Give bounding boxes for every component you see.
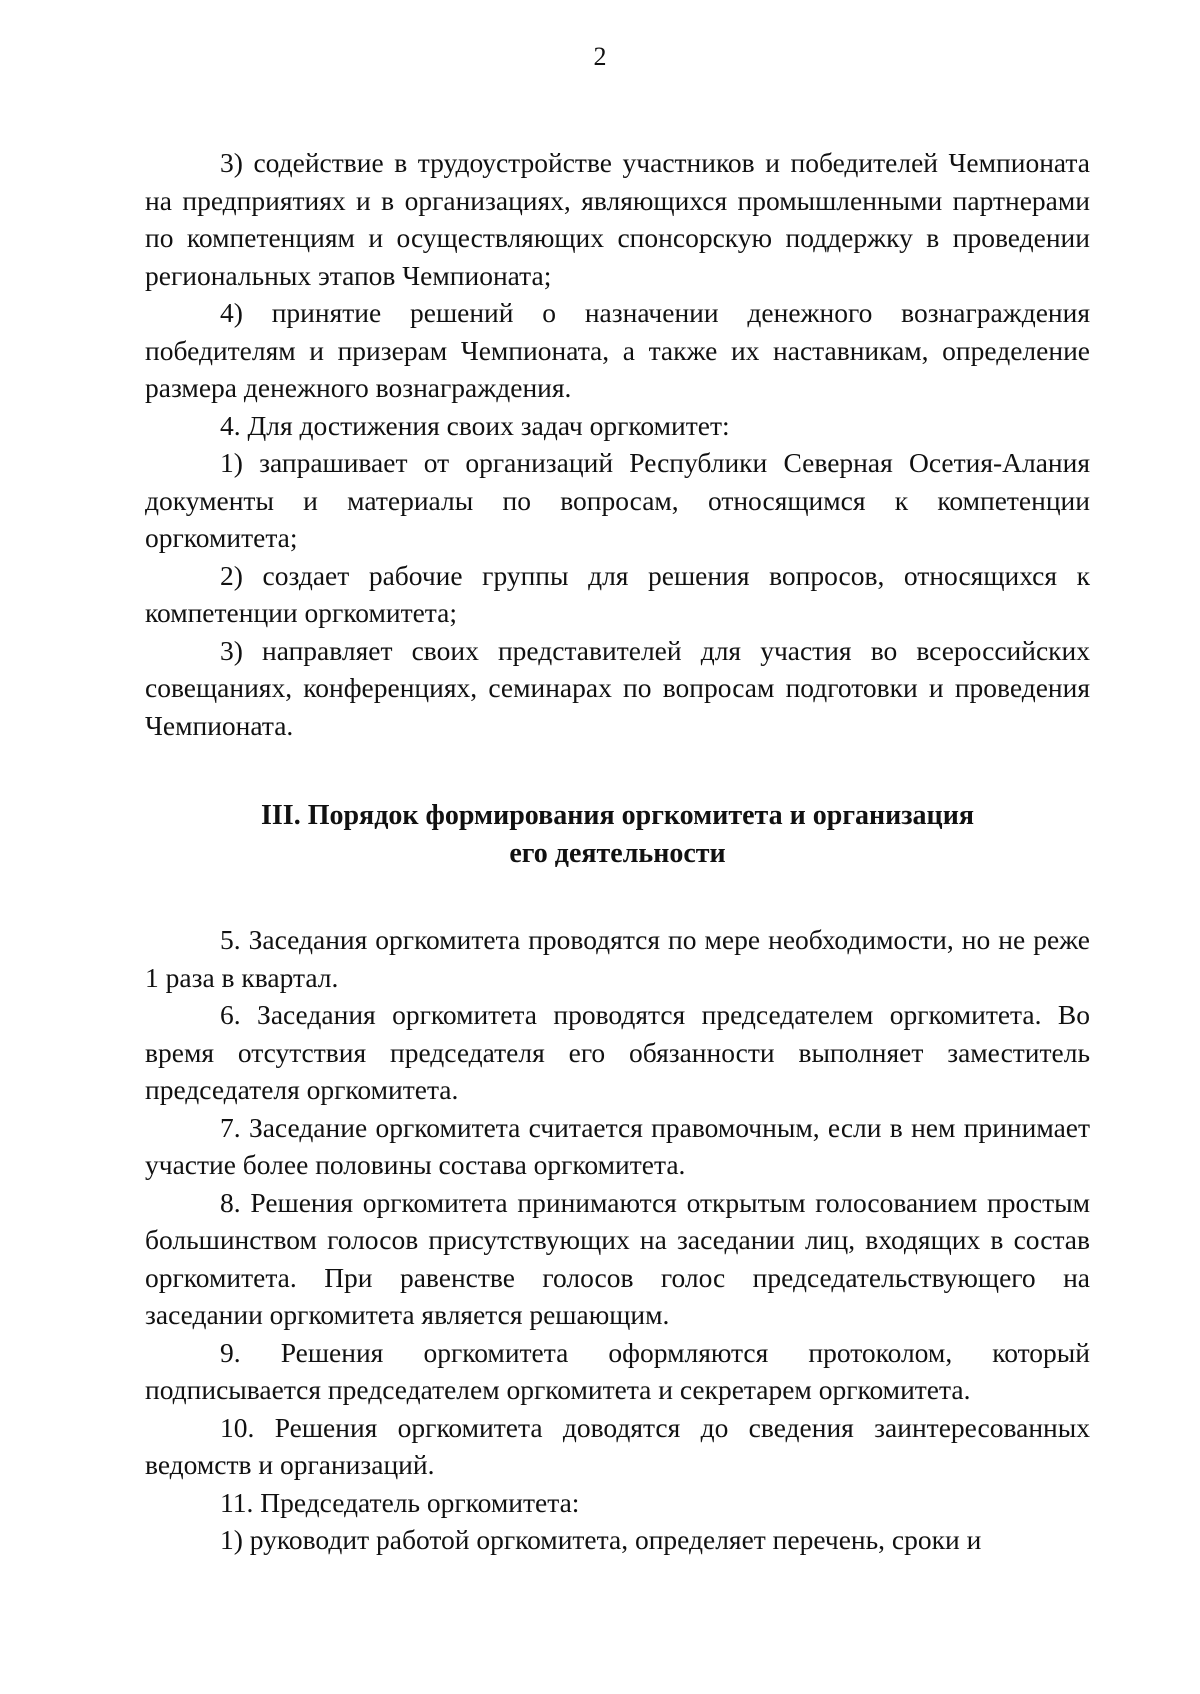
paragraph-item-2-working-groups: 2) создает рабочие группы для решения вопросов, относящихся к компетенции оргкомитета;	[145, 559, 1090, 628]
section-heading-line-2: его деятельности	[509, 837, 726, 869]
paragraph-clause-9: 9. Решения оргкомитета оформляются протоколом, который подписывается председателем оргкомитета и секретарем оргкомитета.	[145, 1336, 1090, 1405]
paragraph-item-4-rewards: 4) принятие решений о назначении денежного вознаграждения победителям и призерам Чемпионата, а также их наставникам, определение размера денежного вознаграждения.	[145, 297, 1090, 403]
paragraph-clause-4: 4. Для достижения своих задач оргкомитет:	[220, 409, 730, 441]
page-number: 2	[593, 42, 607, 71]
paragraph-clause-5: 5. Заседания оргкомитета проводятся по мере необходимости, но не реже 1 раза в квартал.	[145, 924, 1090, 993]
paragraph-item-1-requests: 1) запрашивает от организаций Республики Северная Осетия-Алания документы и материалы по вопросам, относящимся к компетенции оргкомитета;	[145, 447, 1090, 553]
section-heading-line-1: III. Порядок формирования оргкомитета и организация	[261, 800, 974, 831]
paragraph-item-1-chair-duties: 1) руководит работой оргкомитета, определяет перечень, сроки и	[220, 1524, 982, 1555]
paragraph-clause-7: 7. Заседание оргкомитета считается правомочным, если в нем принимает участие более половины состава оргкомитета.	[145, 1111, 1090, 1180]
paragraph-clause-8: 8. Решения оргкомитета принимаются открытым голосованием простым большинством голосов присутствующих на заседании лиц, входящих в состав оргкомитета. При равенстве голосов голос председательствующего на заседании оргкомитета является решающим.	[145, 1186, 1090, 1330]
paragraph-clause-10: 10. Решения оргкомитета доводятся до сведения заинтересованных ведомств и организаций.	[145, 1411, 1090, 1480]
section-heading	[145, 797, 1090, 872]
document-body	[145, 144, 1090, 1559]
paragraph-clause-11: 11. Председатель оргкомитета:	[220, 1486, 580, 1518]
paragraph-clause-6: 6. Заседания оргкомитета проводятся председателем оргкомитета. Во время отсутствия председателя его обязанности выполняет заместитель председателя оргкомитета.	[145, 999, 1090, 1105]
paragraph-item-3-representatives: 3) направляет своих представителей для участия во всероссийских совещаниях, конференциях, семинарах по вопросам подготовки и проведения Чемпионата.	[145, 634, 1090, 741]
paragraph-item-3-employment: 3) содействие в трудоустройстве участников и победителей Чемпионата на предприятиях и в организациях, являющихся промышленными партнерами по компетенциям и осуществляющих спонсорскую поддержку в проведении региональных этапов Чемпионата;	[145, 147, 1090, 291]
